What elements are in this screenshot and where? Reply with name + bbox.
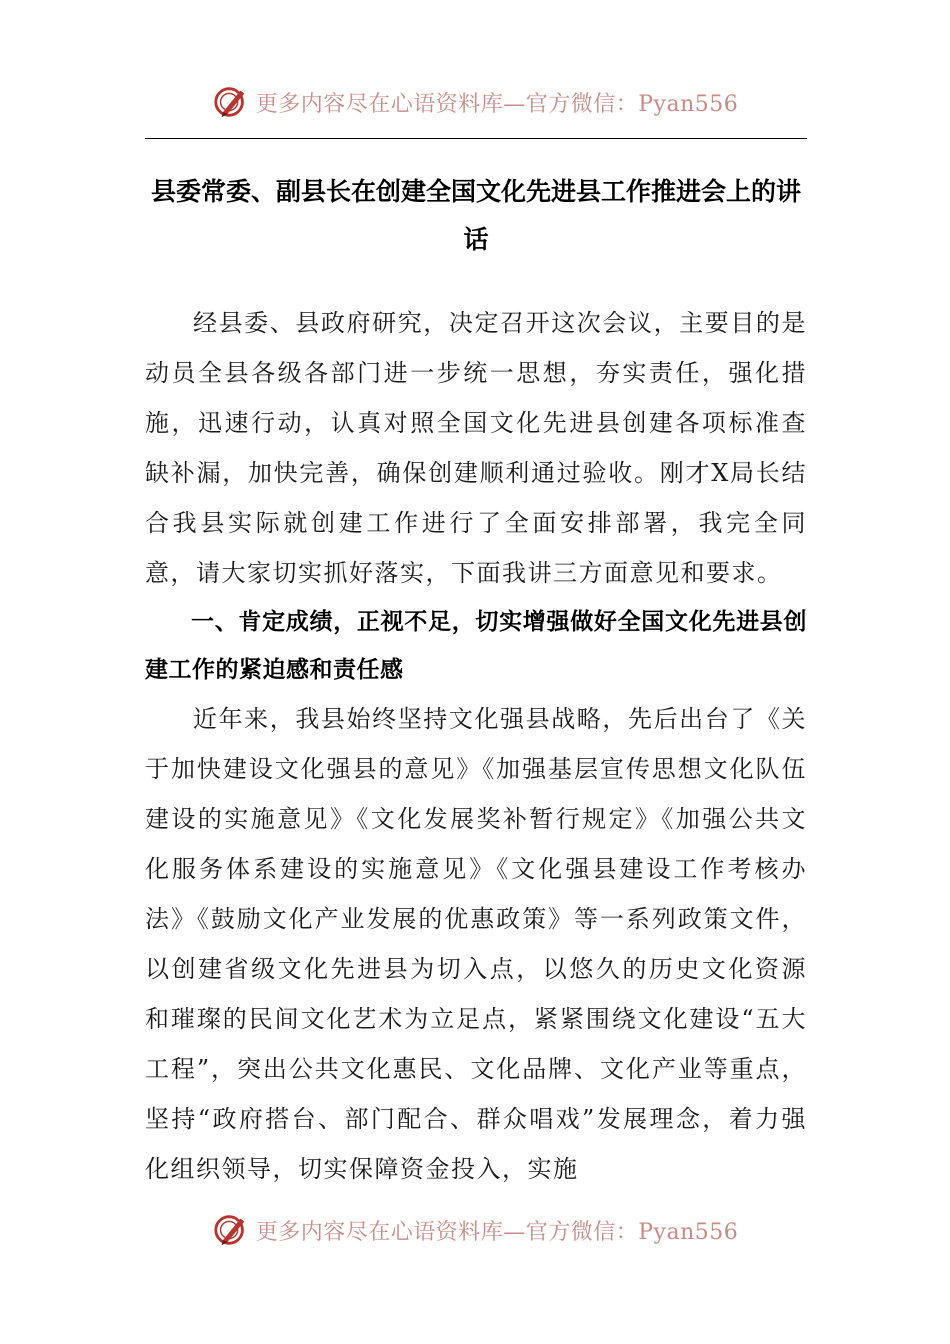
document-title: 县委常委、副县长在创建全国文化先进县工作推进会上的讲话	[150, 177, 801, 254]
footer-watermark-text: 更多内容尽在心语资料库—官方微信：Pyan556	[255, 1219, 739, 1245]
paragraph-intro: 经县委、县政府研究，决定召开这次会议，主要目的是动员全县各级各部门进一步统一思想，夯实责任，强化措施，迅速行动，认真对照全国文化先进县创建各项标准查缺补漏，加快完善，确保创建顺利通过验收。刚才X局长结合我县实际就创建工作进行了全面安排部署，我完全同意，请大家切实抓好落实，下面我讲三方面意见和要求。	[145, 309, 807, 587]
pen-circle-logo-icon	[212, 1211, 250, 1249]
header-divider	[145, 138, 807, 139]
section-heading-1: 一、肯定成绩，正视不足，切实增强做好全国文化先进县创建工作的紧迫感和责任感	[145, 609, 807, 683]
paragraph-achievements: 近年来，我县始终坚持文化强县战略，先后出台了《关于加快建设文化强县的意见》《加强基层宣传思想文化队伍建设的实施意见》《文化发展奖补暂行规定》《加强公共文化服务体系建设的实施意见》《文化强县建设工作考核办法》《鼓励文化产业发展的优惠政策》等一系列政策文件，以创建省级文化先进县为切入点，以悠久的历史文化资源和璀璨的民间文化艺术为立足点，紧紧围绕文化建设“五大工程”，突出公共文化惠民、文化品牌、文化产业等重点，坚持“政府搭台、部门配合、群众唱戏”发展理念，着力强化组织领导，切实保障资金投入，实施	[145, 705, 807, 1183]
footer-watermark	[0, 1210, 950, 1250]
pen-circle-logo-icon	[212, 83, 250, 121]
header-watermark	[0, 82, 950, 122]
document-body	[145, 298, 807, 1194]
header-watermark-text: 更多内容尽在心语资料库—官方微信：Pyan556	[255, 91, 739, 117]
